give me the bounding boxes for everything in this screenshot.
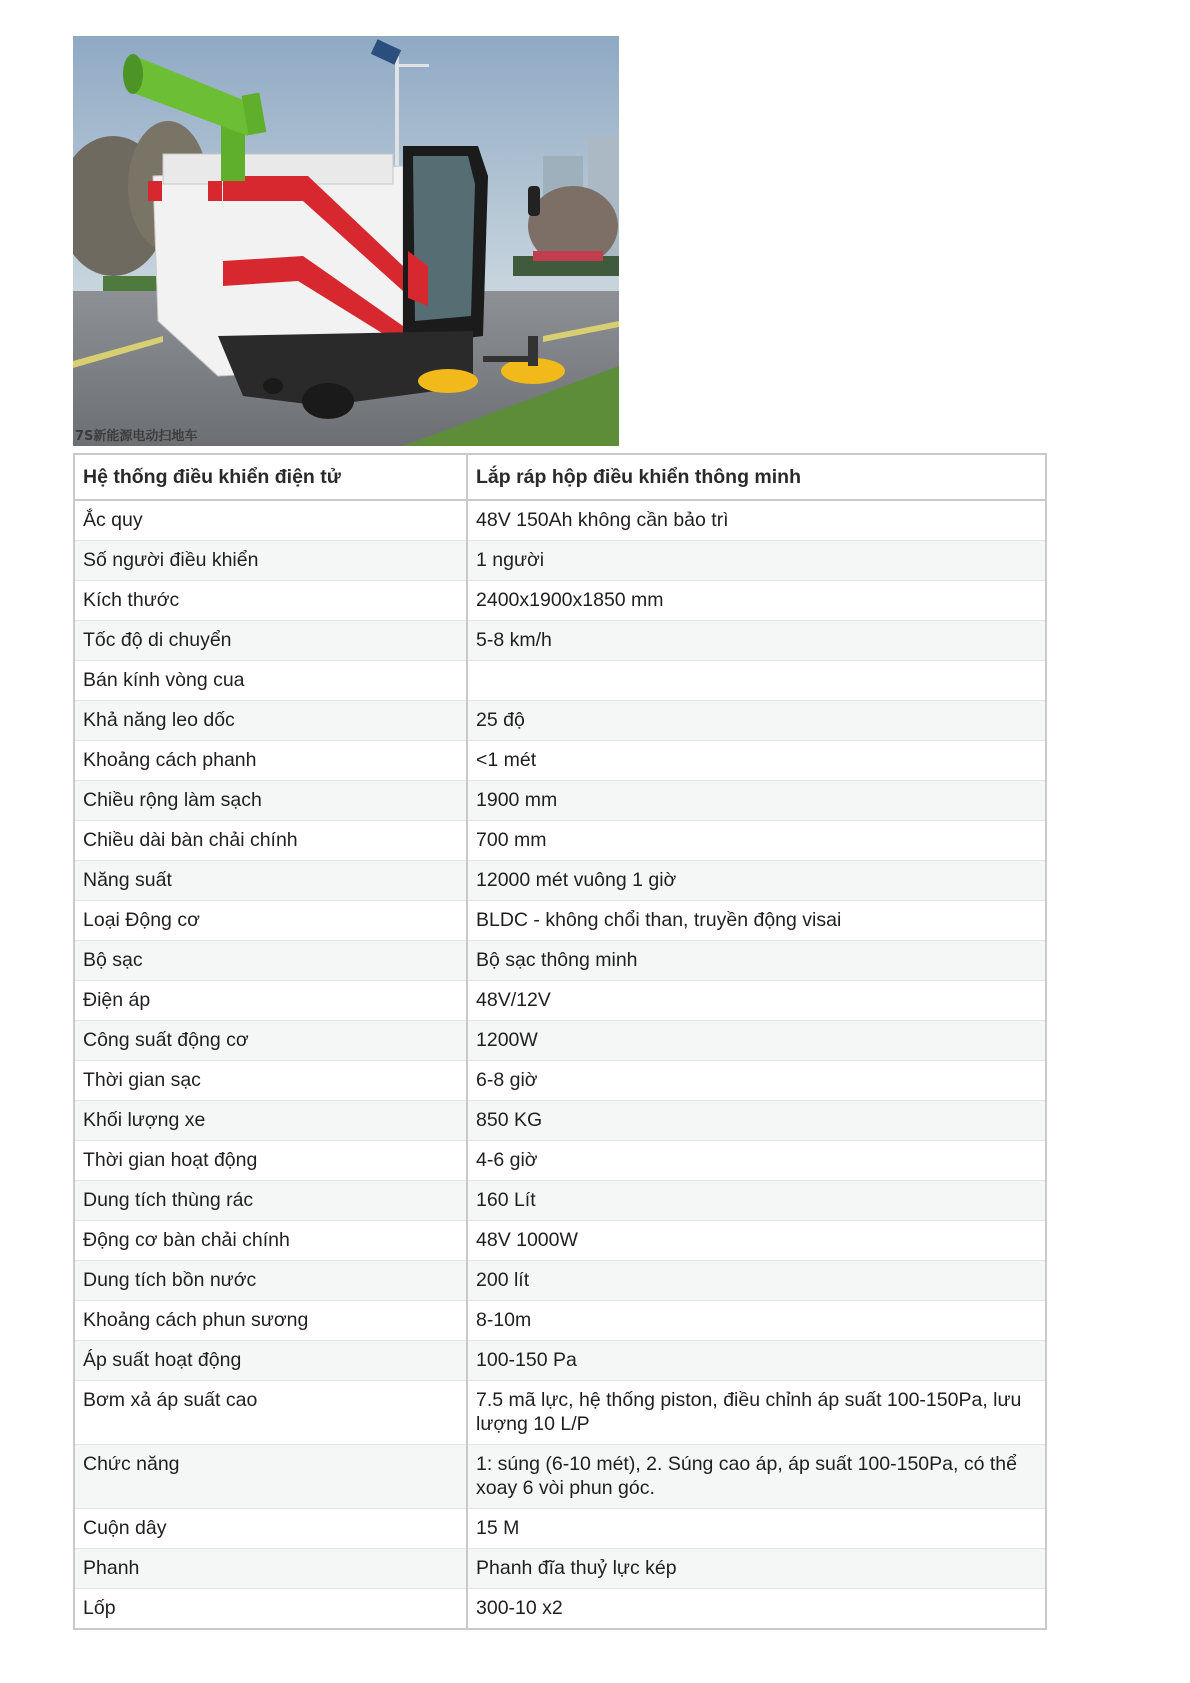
- spec-value: 48V 1000W: [467, 1221, 1046, 1261]
- spec-label: Kích thước: [74, 581, 467, 621]
- table-row: [74, 581, 1046, 621]
- table-header-row: [74, 454, 1046, 500]
- spec-value: 160 Lít: [467, 1181, 1046, 1221]
- spec-label: Thời gian hoạt động: [74, 1141, 467, 1181]
- spec-label: Lốp: [74, 1589, 467, 1630]
- spec-label: Số người điều khiển: [74, 541, 467, 581]
- spec-label: Dung tích thùng rác: [74, 1181, 467, 1221]
- spec-label: Bán kính vòng cua: [74, 661, 467, 701]
- table-row: [74, 941, 1046, 981]
- spec-value: 7.5 mã lực, hệ thống piston, điều chỉnh áp suất 100-150Pa, lưu lượng 10 L/P: [467, 1381, 1046, 1445]
- spec-label: Chiều dài bàn chải chính: [74, 821, 467, 861]
- spec-value: 12000 mét vuông 1 giờ: [467, 861, 1046, 901]
- spec-label: Loại Động cơ: [74, 901, 467, 941]
- table-row: [74, 1589, 1046, 1630]
- spec-label: Dung tích bồn nước: [74, 1261, 467, 1301]
- spec-label: Phanh: [74, 1549, 467, 1589]
- spec-label: Chức năng: [74, 1445, 467, 1509]
- spec-value: 15 M: [467, 1509, 1046, 1549]
- spec-label: Tốc độ di chuyển: [74, 621, 467, 661]
- spec-value: BLDC - không chổi than, truyền động visai: [467, 901, 1046, 941]
- table-row: [74, 661, 1046, 701]
- spec-label: Thời gian sạc: [74, 1061, 467, 1101]
- table-row: [74, 1341, 1046, 1381]
- table-row: [74, 621, 1046, 661]
- spec-value: 5-8 km/h: [467, 621, 1046, 661]
- spec-label: Khối lượng xe: [74, 1101, 467, 1141]
- spec-label: Công suất động cơ: [74, 1021, 467, 1061]
- table-row: [74, 901, 1046, 941]
- spec-label: Cuộn dây: [74, 1509, 467, 1549]
- table-row: [74, 1549, 1046, 1589]
- spec-value: 200 lít: [467, 1261, 1046, 1301]
- spec-value: 1200W: [467, 1021, 1046, 1061]
- spec-value: 6-8 giờ: [467, 1061, 1046, 1101]
- table-row: [74, 741, 1046, 781]
- spec-value: 850 KG: [467, 1101, 1046, 1141]
- table-row: [74, 1021, 1046, 1061]
- photo-caption: 7S新能源电动扫地车: [75, 429, 198, 444]
- header-col1: Hệ thống điều khiển điện tử: [74, 454, 467, 500]
- spec-label: Động cơ bàn chải chính: [74, 1221, 467, 1261]
- spec-value: 700 mm: [467, 821, 1046, 861]
- table-row: [74, 981, 1046, 1021]
- table-row: [74, 541, 1046, 581]
- street-sweeper-illustration: [73, 36, 619, 446]
- spec-value: 100-150 Pa: [467, 1341, 1046, 1381]
- table-row: [74, 821, 1046, 861]
- spec-label: Khả năng leo dốc: [74, 701, 467, 741]
- spec-label: Khoảng cách phun sương: [74, 1301, 467, 1341]
- spec-value: 1900 mm: [467, 781, 1046, 821]
- spec-table: [73, 453, 1047, 1630]
- spec-label: Điện áp: [74, 981, 467, 1021]
- spec-value: 1 người: [467, 541, 1046, 581]
- spec-value: Bộ sạc thông minh: [467, 941, 1046, 981]
- spec-value: 300-10 x2: [467, 1589, 1046, 1630]
- product-photo: [73, 36, 619, 446]
- spec-value: 25 độ: [467, 701, 1046, 741]
- spec-label: Chiều rộng làm sạch: [74, 781, 467, 821]
- table-row: [74, 781, 1046, 821]
- spec-value: 2400x1900x1850 mm: [467, 581, 1046, 621]
- spec-value: Phanh đĩa thuỷ lực kép: [467, 1549, 1046, 1589]
- spec-value: 48V 150Ah không cần bảo trì: [467, 500, 1046, 541]
- table-row: [74, 1445, 1046, 1509]
- table-row: [74, 1221, 1046, 1261]
- table-row: [74, 1141, 1046, 1181]
- table-row: [74, 1381, 1046, 1445]
- table-row: [74, 701, 1046, 741]
- table-row: [74, 1261, 1046, 1301]
- table-row: [74, 1061, 1046, 1101]
- spec-label: Năng suất: [74, 861, 467, 901]
- header-col2: Lắp ráp hộp điều khiển thông minh: [467, 454, 1046, 500]
- spec-label: Áp suất hoạt động: [74, 1341, 467, 1381]
- table-row: [74, 1181, 1046, 1221]
- spec-value: [467, 661, 1046, 701]
- table-row: [74, 861, 1046, 901]
- spec-label: Khoảng cách phanh: [74, 741, 467, 781]
- table-row: [74, 1101, 1046, 1141]
- table-row: [74, 1301, 1046, 1341]
- spec-value: 48V/12V: [467, 981, 1046, 1021]
- spec-value: <1 mét: [467, 741, 1046, 781]
- table-row: [74, 1509, 1046, 1549]
- spec-label: Bộ sạc: [74, 941, 467, 981]
- table-row: [74, 500, 1046, 541]
- spec-value: 8-10m: [467, 1301, 1046, 1341]
- spec-value: 1: súng (6-10 mét), 2. Súng cao áp, áp suất 100-150Pa, có thể xoay 6 vòi phun góc.: [467, 1445, 1046, 1509]
- spec-label: Bơm xả áp suất cao: [74, 1381, 467, 1445]
- spec-label: Ắc quy: [74, 500, 467, 541]
- spec-value: 4-6 giờ: [467, 1141, 1046, 1181]
- table-body: [74, 500, 1046, 1629]
